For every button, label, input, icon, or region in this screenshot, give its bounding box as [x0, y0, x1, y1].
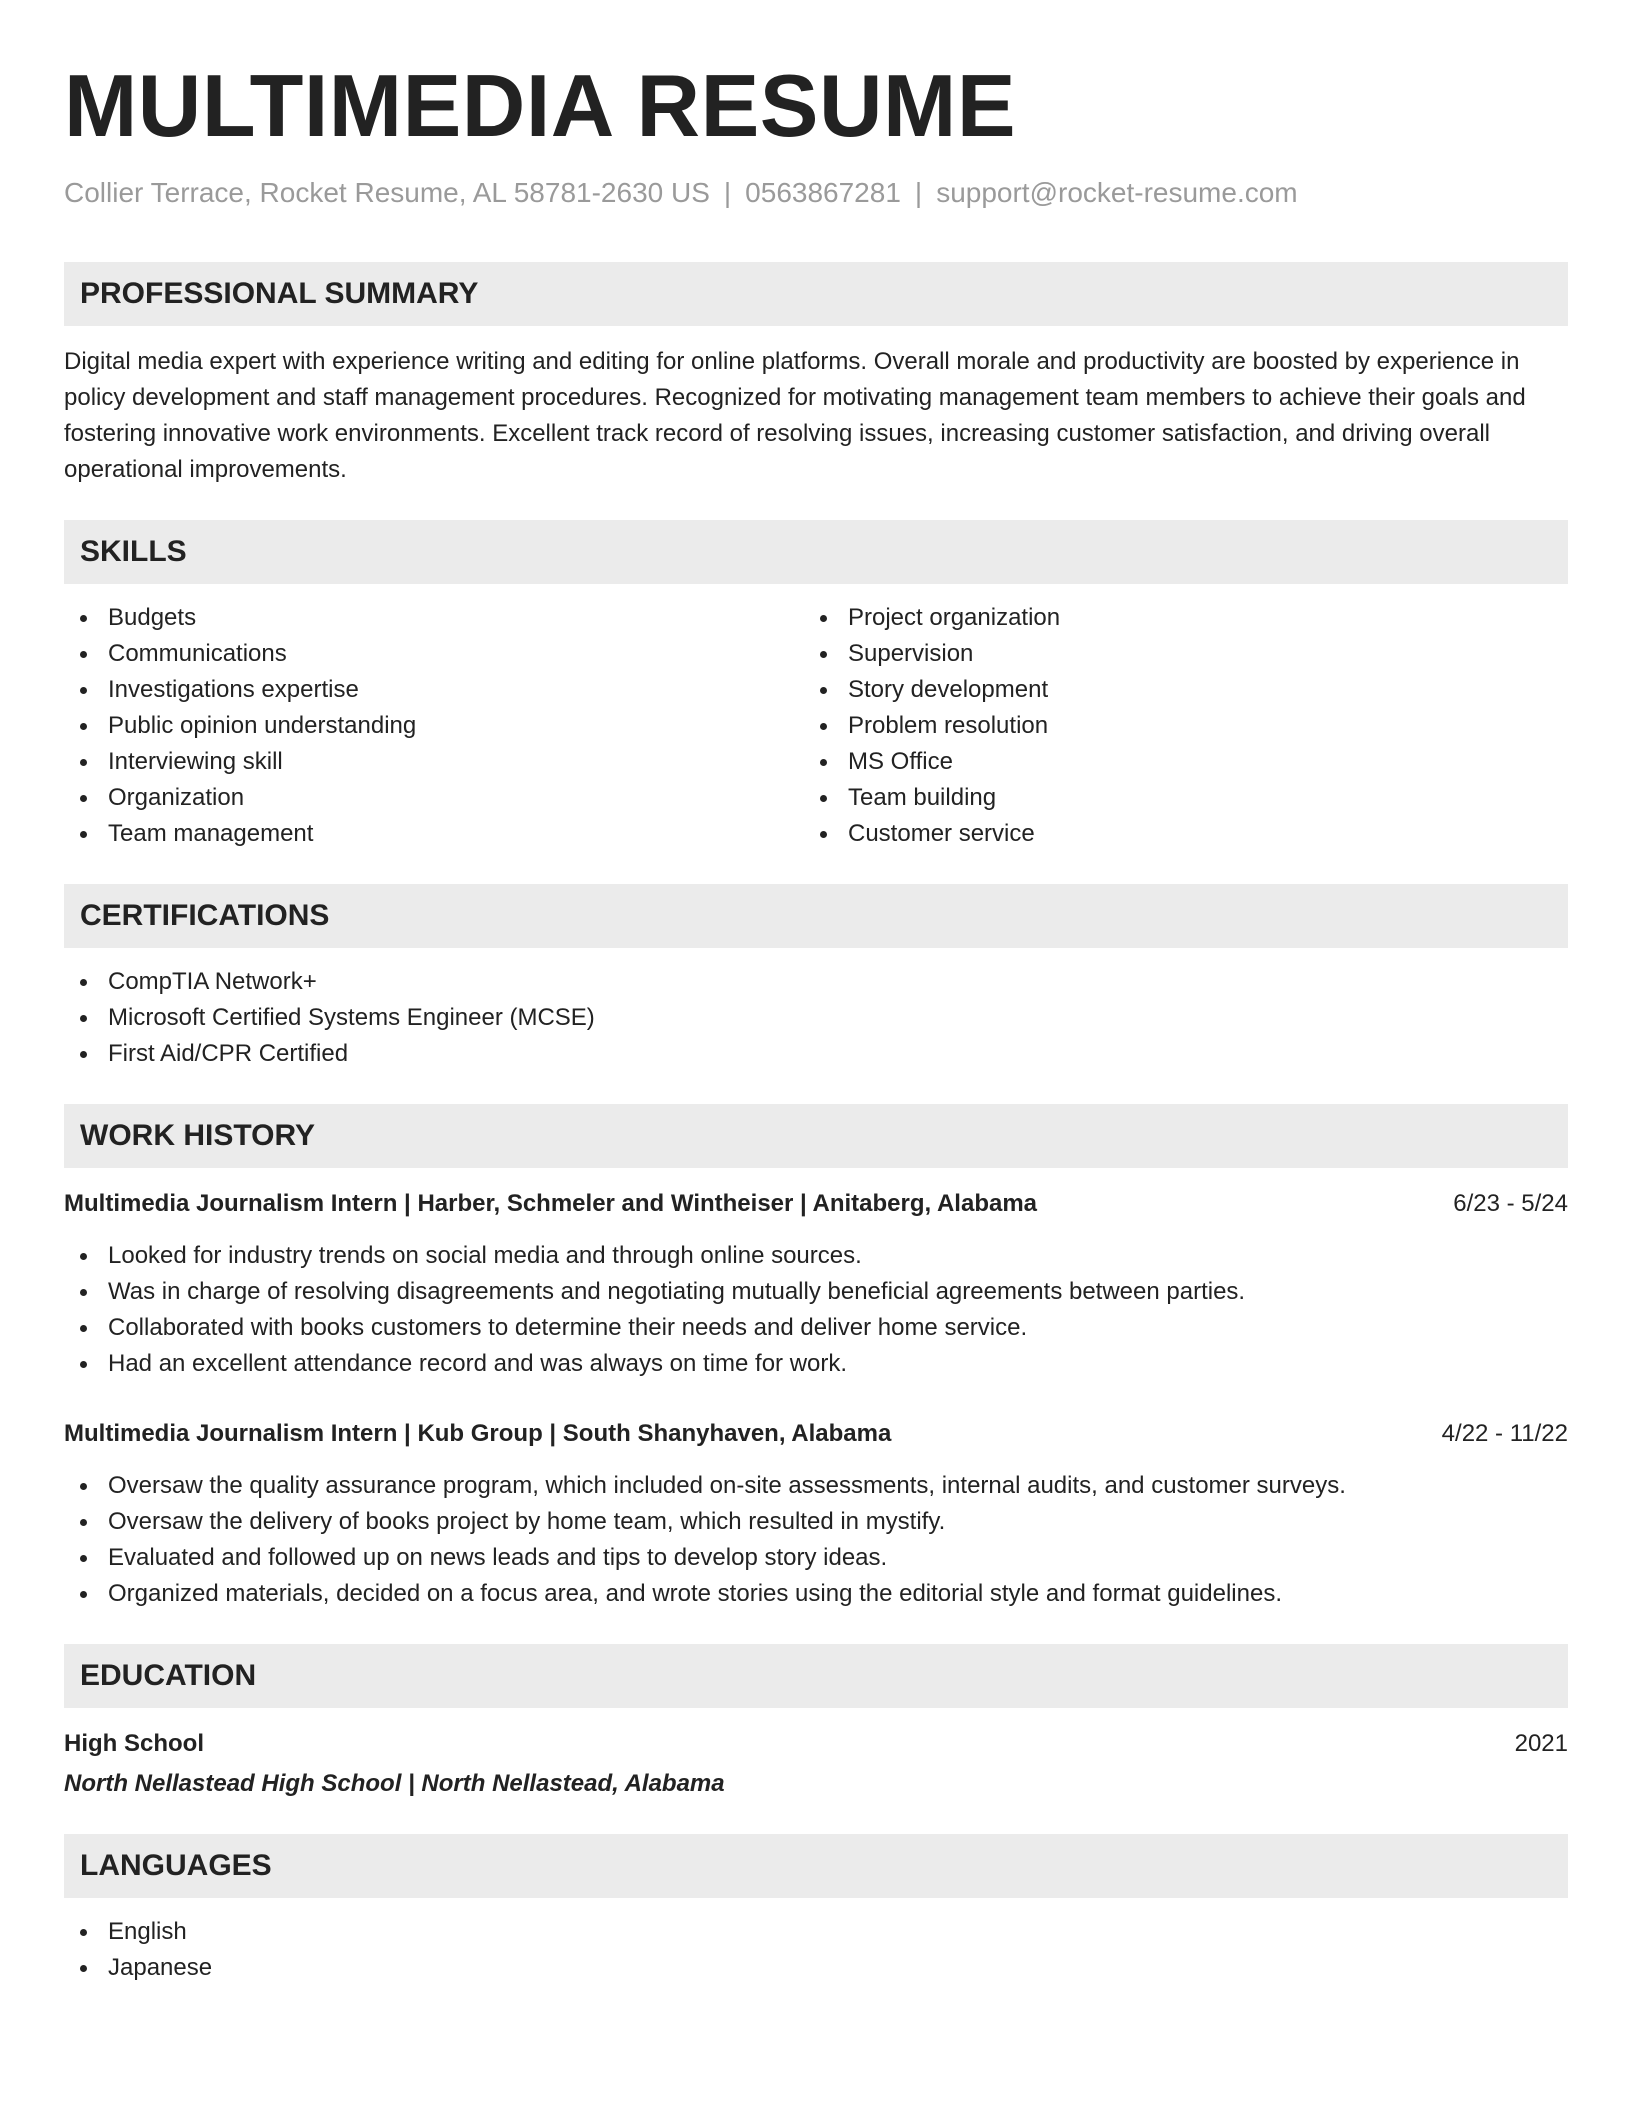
- job-bullets: [64, 1468, 1568, 1612]
- skill-item: Story development: [804, 672, 1544, 708]
- job-header: [64, 1416, 1568, 1452]
- job-bullet: Looked for industry trends on social media and through online sources.: [64, 1238, 1568, 1274]
- job-bullet: Had an excellent attendance record and was always on time for work.: [64, 1346, 1568, 1382]
- contact-email: support@rocket-resume.com: [936, 177, 1298, 208]
- skill-item: Communications: [64, 636, 804, 672]
- skill-item: MS Office: [804, 744, 1544, 780]
- education-header: [64, 1726, 1568, 1762]
- job-bullet: Evaluated and followed up on news leads and tips to develop story ideas.: [64, 1540, 1568, 1576]
- section-heading-work-history: WORK HISTORY: [64, 1104, 1568, 1168]
- skills-list-left: [64, 600, 804, 852]
- section-heading-summary: PROFESSIONAL SUMMARY: [64, 262, 1568, 326]
- job-bullet: Oversaw the delivery of books project by home team, which resulted in mystify.: [64, 1504, 1568, 1540]
- job-title: Multimedia Journalism Intern | Kub Group | South Shanyhaven, Alabama: [64, 1420, 892, 1447]
- skill-item: Customer service: [804, 816, 1544, 852]
- education-degree: High School: [64, 1730, 204, 1757]
- job-dates: 4/22 - 11/22: [1441, 1420, 1568, 1447]
- section-heading-certifications: CERTIFICATIONS: [64, 884, 1568, 948]
- job-dates: 6/23 - 5/24: [1453, 1190, 1568, 1217]
- job-bullets: [64, 1238, 1568, 1382]
- contact-separator: |: [914, 177, 923, 208]
- certification-item: Microsoft Certified Systems Engineer (MCSE): [64, 1000, 1568, 1036]
- education-school: North Nellastead High School | North Nellastead, Alabama: [64, 1770, 725, 1797]
- skill-item: Organization: [64, 780, 804, 816]
- skill-item: Team building: [804, 780, 1544, 816]
- skill-item: Interviewing skill: [64, 744, 804, 780]
- section-heading-education: EDUCATION: [64, 1644, 1568, 1708]
- job-bullet: Collaborated with books customers to determine their needs and deliver home service.: [64, 1310, 1568, 1346]
- skill-item: Public opinion understanding: [64, 708, 804, 744]
- language-item: Japanese: [64, 1950, 1568, 1986]
- skill-item: Problem resolution: [804, 708, 1544, 744]
- job-bullet: Was in charge of resolving disagreements and negotiating mutually beneficial agreements between parties.: [64, 1274, 1568, 1310]
- certification-item: CompTIA Network+: [64, 964, 1568, 1000]
- summary-text: Digital media expert with experience writing and editing for online platforms. Overall morale and productivity are boosted by experience in policy development and staff management procedures. Recognized for motivating management team members to achieve their goals and fostering innovative work environments. Excellent track record of resolving issues, increasing customer satisfaction, and driving overall operational improvements.: [64, 348, 1526, 483]
- job-bullet: Oversaw the quality assurance program, which included on-site assessments, internal audits, and customer surveys.: [64, 1468, 1568, 1504]
- contact-address: Collier Terrace, Rocket Resume, AL 58781-2630 US: [64, 177, 710, 208]
- section-heading-skills: SKILLS: [64, 520, 1568, 584]
- skill-item: Budgets: [64, 600, 804, 636]
- certification-item: First Aid/CPR Certified: [64, 1036, 1568, 1072]
- job-header: [64, 1186, 1568, 1222]
- resume-title: MULTIMEDIA RESUME: [64, 56, 1017, 155]
- skills-list-right: [804, 600, 1544, 852]
- skill-item: Supervision: [804, 636, 1544, 672]
- job-bullet: Organized materials, decided on a focus area, and wrote stories using the editorial style and format guidelines.: [64, 1576, 1568, 1612]
- certifications-list: [64, 964, 1568, 1072]
- skills-grid: [64, 600, 1568, 852]
- job-title: Multimedia Journalism Intern | Harber, Schmeler and Wintheiser | Anitaberg, Alabama: [64, 1190, 1038, 1217]
- skill-item: Team management: [64, 816, 804, 852]
- language-item: English: [64, 1914, 1568, 1950]
- contact-separator: |: [723, 177, 732, 208]
- languages-list: [64, 1914, 1568, 1986]
- skill-item: Project organization: [804, 600, 1544, 636]
- contact-phone: 0563867281: [745, 177, 901, 208]
- skill-item: Investigations expertise: [64, 672, 804, 708]
- section-heading-languages: LANGUAGES: [64, 1834, 1568, 1898]
- education-year: 2021: [1514, 1730, 1568, 1757]
- contact-line: [64, 176, 1568, 210]
